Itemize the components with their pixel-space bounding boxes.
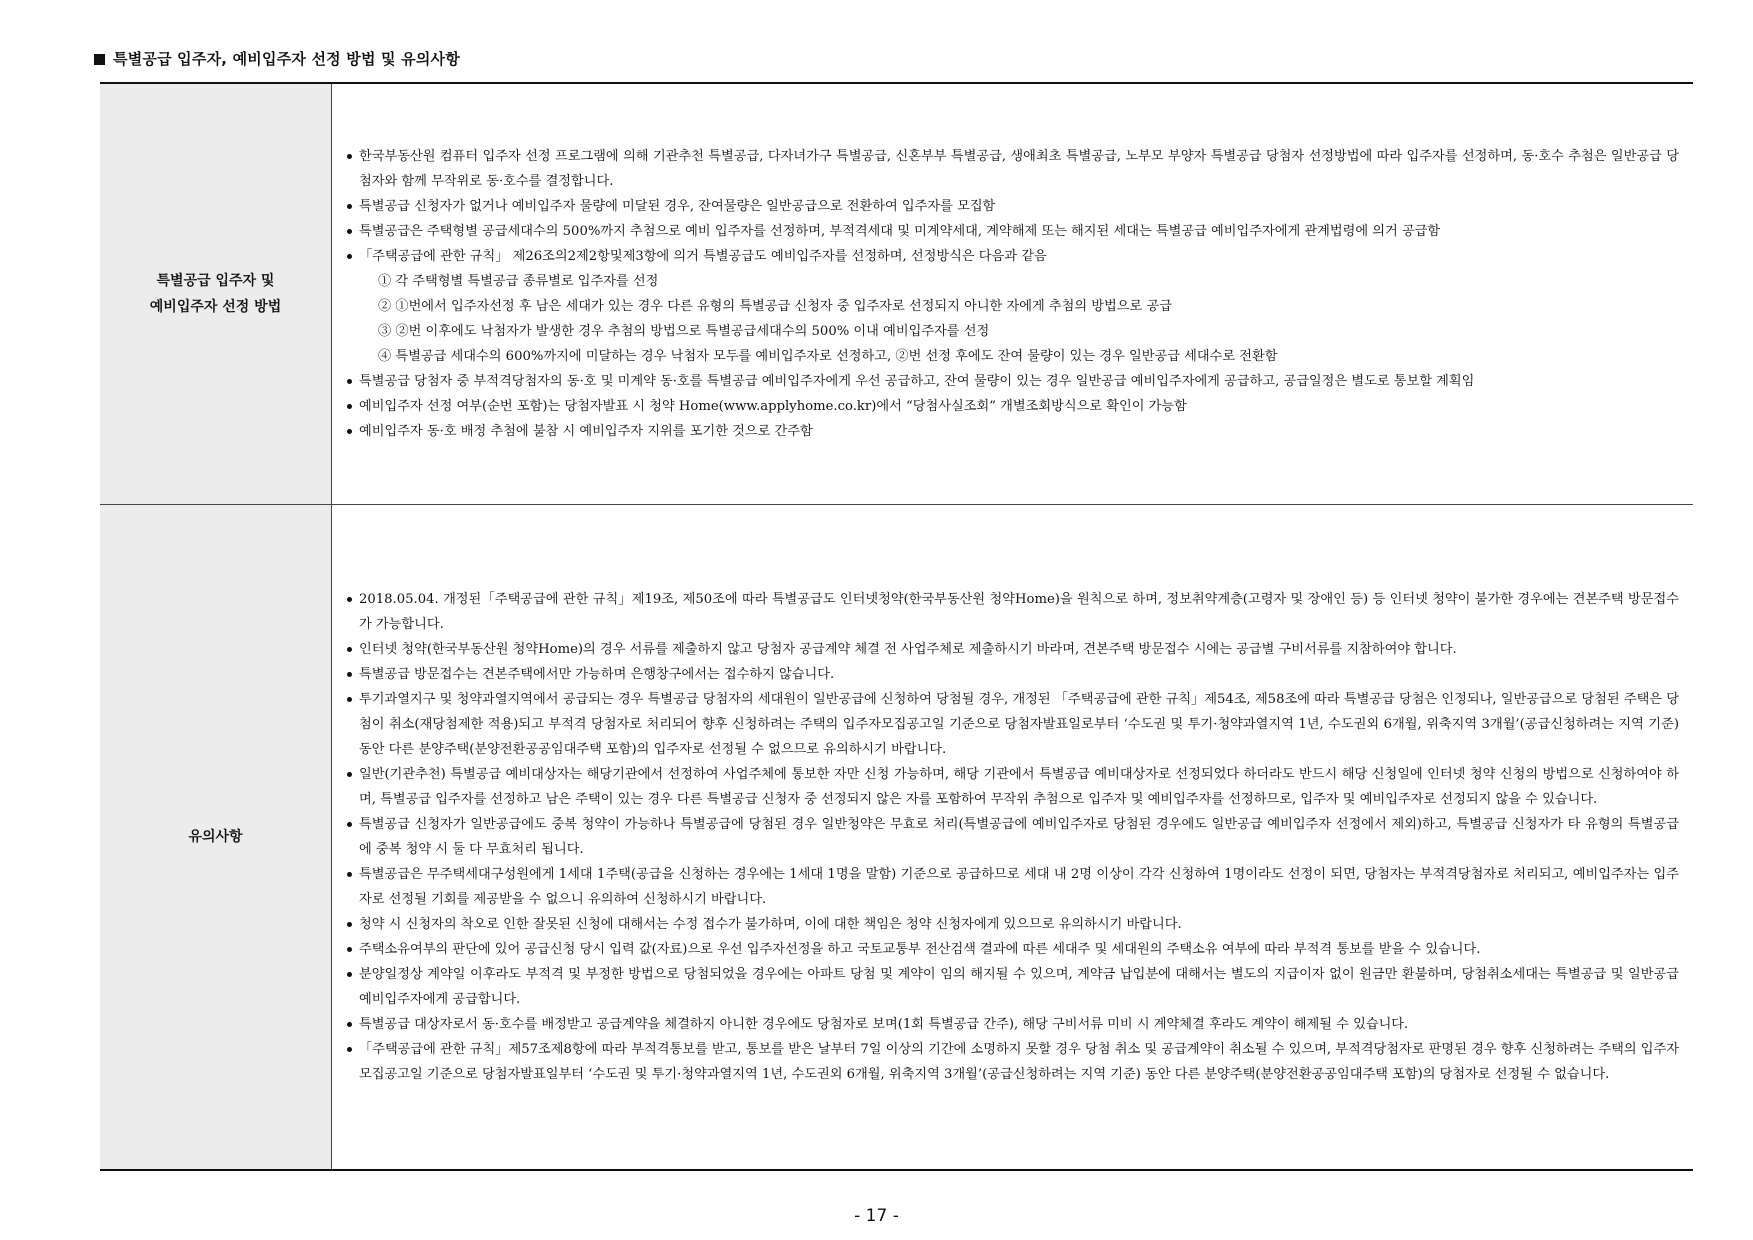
list-item: 분양일정상 계약일 이후라도 부적격 및 부정한 방법으로 당첨되었을 경우에는 아파트 당첨 및 계약이 임의 해지될 수 있으며, 계약금 납입분에 대해서는 별도의 지급이자 없이 원금만 환불하며, 당첨취소세대는 특별공급 및 일반공급 예비입주자에게 공급합니다. xyxy=(344,962,1679,1012)
list-item: 예비입주자 선정 여부(순번 포함)는 당첨자발표 시 청약 Home(www.applyhome.co.kr)에서 “당첨사실조회” 개별조회방식으로 확인이 가능함 xyxy=(344,394,1679,419)
list-item: 예비입주자 동·호 배정 추첨에 불참 시 예비입주자 지위를 포기한 것으로 간주함 xyxy=(344,419,1679,444)
list-item: 특별공급 신청자가 일반공급에도 중복 청약이 가능하나 특별공급에 당첨된 경우 일반청약은 무효로 처리(특별공급에 예비입주자로 당첨된 경우에도 일반공급 예비입주자 선정에서 제외)하고, 특별공급 신청자가 타 유형의 특별공급에 중복 청약 시 둘 다 무효처리 됩니다. xyxy=(344,812,1679,862)
row-label-selection-method xyxy=(100,83,332,505)
row-label-precautions xyxy=(100,505,332,1171)
list-item: 특별공급 방문접수는 견본주택에서만 가능하며 은행창구에서는 접수하지 않습니다. xyxy=(344,662,1679,687)
list-item: 특별공급 당첨자 중 부적격당첨자의 동·호 및 미계약 동·호를 특별공급 예비입주자에게 우선 공급하고, 잔여 물량이 있는 경우 일반공급 예비입주자에게 공급하고, 공급일정은 별도로 통보할 계획임 xyxy=(344,369,1679,394)
list-item: 2018.05.04. 개정된「주택공급에 관한 규칙」제19조, 제50조에 따라 특별공급도 인터넷청약(한국부동산원 청약Home)을 원칙으로 하며, 정보취약계층(고령자 및 장애인 등) 등 인터넷 청약이 불가한 경우에는 견본주택 방문접수가 가능합니다. xyxy=(344,587,1679,637)
list-item: 투기과열지구 및 청약과열지역에서 공급되는 경우 특별공급 당첨자의 세대원이 일반공급에 신청하여 당첨될 경우, 개정된 「주택공급에 관한 규칙」제54조, 제58조에 따라 특별공급 당첨은 인정되나, 일반공급으로 당첨된 주택은 당첨이 취소(재당첨제한 적용)되고 부적격 당첨자로 처리되어 향후 신청하려는 주택의 입주자모집공고일 기준으로 당첨자발표일로부터 ‘수도권 및 투기·청약과열지역 1년, 수도권외 6개월, 위축지역 3개월’(공급신청하려는 지역 기준) 동안 다른 분양주택(분양전환공공임대주택 포함)의 입주자로 선정될 수 없으므로 유의하시기 바랍니다. xyxy=(344,687,1679,762)
square-bullet-icon xyxy=(94,54,105,65)
precautions-list xyxy=(344,587,1679,1087)
row-content-selection-method xyxy=(332,83,1694,505)
list-item: 인터넷 청약(한국부동산원 청약Home)의 경우 서류를 제출하지 않고 당첨자 공급계약 체결 전 사업주체로 제출하시기 바라며, 견본주택 방문접수 시에는 공급별 구비서류를 지참하여야 합니다. xyxy=(344,637,1679,662)
row-content-precautions xyxy=(332,505,1694,1171)
list-subitem: ④ 특별공급 세대수의 600%까지에 미달하는 경우 낙첨자 모두를 예비입주자로 선정하고, ②번 선정 후에도 잔여 물량이 있는 경우 일반공급 세대수로 전환함 xyxy=(378,349,1278,364)
row-label-line: 유의사항 xyxy=(188,829,243,845)
list-item: 특별공급은 주택형별 공급세대수의 500%까지 추첨으로 예비 입주자를 선정하며, 부적격세대 및 미계약세대, 계약해제 또는 해지된 세대는 특별공급 예비입주자에게 관계법령에 의거 공급함 xyxy=(344,219,1679,244)
list-item: 「주택공급에 관한 규칙」 제26조의2제2항및제3항에 의거 특별공급도 예비입주자를 선정하며, 선정방식은 다음과 같음 xyxy=(344,244,1679,269)
list-item: 특별공급 신청자가 없거나 예비입주자 물량에 미달된 경우, 잔여물량은 일반공급으로 전환하여 입주자를 모집함 xyxy=(344,194,1679,219)
list-subitem: ③ ②번 이후에도 낙첨자가 발생한 경우 추첨의 방법으로 특별공급세대수의 500% 이내 예비입주자를 선정 xyxy=(378,324,990,339)
page-number: - 17 - xyxy=(854,1206,899,1226)
row-label-line: 예비입주자 선정 방법 xyxy=(149,299,282,315)
table-row-precautions xyxy=(100,505,1693,1171)
row-label-line: 특별공급 입주자 및 xyxy=(156,273,275,289)
list-item: 한국부동산원 컴퓨터 입주자 선정 프로그램에 의해 기관추천 특별공급, 다자녀가구 특별공급, 신혼부부 특별공급, 생애최초 특별공급, 노부모 부양자 특별공급 당첨자 선정방법에 따라 입주자를 선정하며, 동·호수 추첨은 일반공급 당첨자와 함께 무작위로 동·호수를 결정합니다. xyxy=(344,144,1679,194)
notice-table xyxy=(100,82,1693,1171)
list-item: 「주택공급에 관한 규칙」제57조제8항에 따라 부적격통보를 받고, 통보를 받은 날부터 7일 이상의 기간에 소명하지 못할 경우 당첨 취소 및 공급계약이 취소될 수 있으며, 부적격당첨자로 판명된 경우 향후 신청하려는 주택의 입주자모집공고일 기준으로 당첨자발표일부터 ‘수도권 및 투기·청약과열지역 1년, 수도권외 6개월, 위축지역 3개월’(공급신청하려는 지역 기준) 동안 다른 분양주택(분양전환공공임대주택 포함)의 당첨자로 선정될 수 없습니다. xyxy=(344,1037,1679,1087)
list-item: 청약 시 신청자의 착오로 인한 잘못된 신청에 대해서는 수정 접수가 불가하며, 이에 대한 책임은 청약 신청자에게 있으므로 유의하시기 바랍니다. xyxy=(344,912,1679,937)
list-item: 주택소유여부의 판단에 있어 공급신청 당시 입력 값(자료)으로 우선 입주자선정을 하고 국토교통부 전산검색 결과에 따른 세대주 및 세대원의 주택소유 여부에 따라 부적격 통보를 받을 수 있습니다. xyxy=(344,937,1679,962)
list-item: 특별공급 대상자로서 동·호수를 배정받고 공급계약을 체결하지 아니한 경우에도 당첨자로 보며(1회 특별공급 간주), 해당 구비서류 미비 시 계약체결 후라도 계약이 해제될 수 있습니다. xyxy=(344,1012,1679,1037)
table-row-selection-method xyxy=(100,83,1693,505)
selection-method-list xyxy=(344,144,1679,444)
section-title-text: 특별공급 입주자, 예비입주자 선정 방법 및 유의사항 xyxy=(113,50,460,68)
list-item: 일반(기관추천) 특별공급 예비대상자는 해당기관에서 선정하여 사업주체에 통보한 자만 신청 가능하며, 해당 기관에서 특별공급 예비대상자로 선정되었다 하더라도 반드시 해당 신청일에 인터넷 청약 신청의 방법으로 신청하여야 하며, 특별공급 입주자를 선정하고 남은 주택이 있는 경우 다른 특별공급 신청자 중 선정되지 않은 자를 포함하여 무작위 추첨으로 입주자 및 예비입주자를 선정하므로, 입주자 및 예비입주자로 선정되지 않을 수 있습니다. xyxy=(344,762,1679,812)
section-title xyxy=(94,48,460,69)
list-item: 특별공급은 무주택세대구성원에게 1세대 1주택(공급을 신청하는 경우에는 1세대 1명을 말함) 기준으로 공급하므로 세대 내 2명 이상이 각각 신청하여 1명이라도 선정이 되면, 당첨자는 부적격당첨자로 처리되고, 예비입주자는 입주자로 선정될 기회를 제공받을 수 없으니 유의하여 신청하시기 바랍니다. xyxy=(344,862,1679,912)
list-subitem: ① 각 주택형별 특별공급 종류별로 입주자를 선정 xyxy=(378,274,659,289)
list-subitem: ② ①번에서 입주자선정 후 남은 세대가 있는 경우 다른 유형의 특별공급 신청자 중 입주자로 선정되지 아니한 자에게 추첨의 방법으로 공급 xyxy=(378,299,1172,314)
